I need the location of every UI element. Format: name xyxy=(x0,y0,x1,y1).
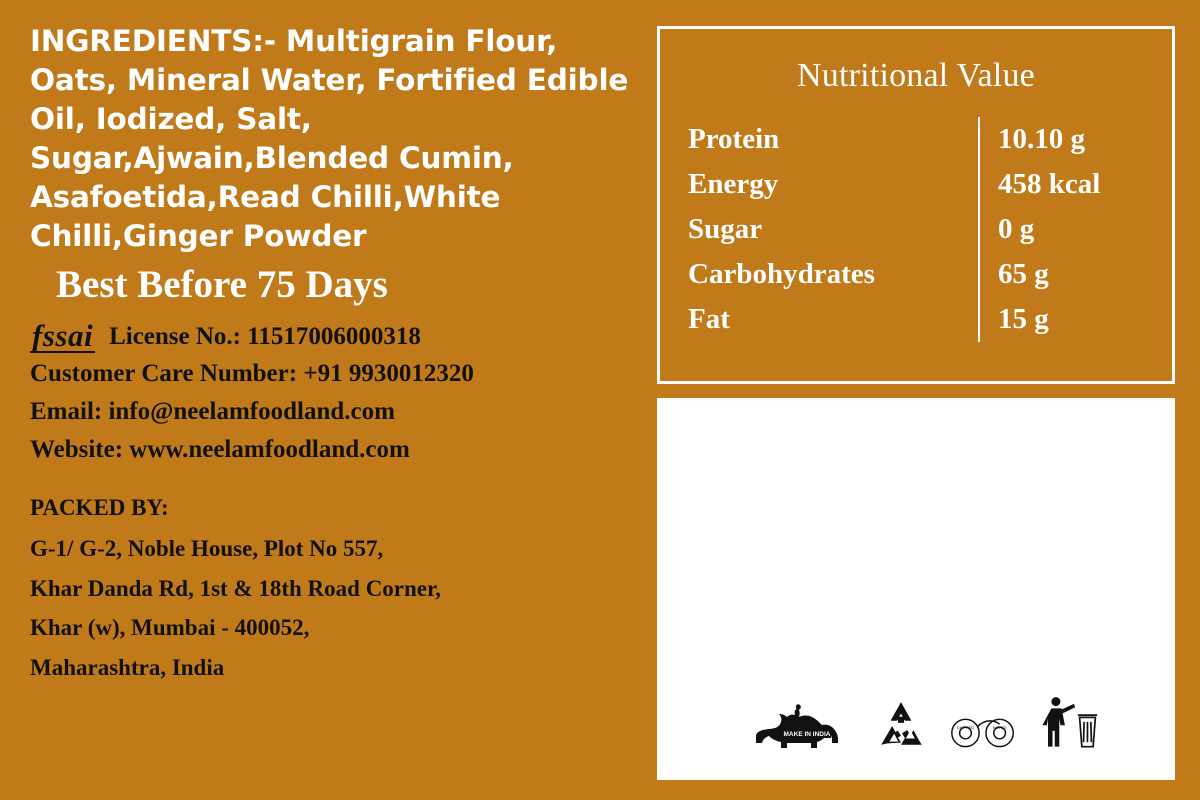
packed-by-address-line: Khar Danda Rd, 1st & 18th Road Corner, xyxy=(30,575,441,601)
vegetarian-mark-icon xyxy=(945,712,1023,752)
nutrient-value: 10.10 g xyxy=(998,123,1085,155)
nutrition-panel xyxy=(657,26,1175,384)
svg-text:NOTED: NOTED xyxy=(992,725,1007,731)
nutrient-value: 65 g xyxy=(998,257,1049,290)
svg-text:MAKE IN INDIA: MAKE IN INDIA xyxy=(783,731,831,738)
left-information-column xyxy=(30,22,640,687)
customer-care-number: Customer Care Number: +91 9930012320 xyxy=(30,359,474,387)
packed-by-title: PACKED BY: xyxy=(30,494,169,520)
dispose-in-bin-icon xyxy=(1039,694,1101,752)
email-address: Email: info@neelamfoodland.com xyxy=(30,397,395,425)
best-before-text: Best Before 75 Days xyxy=(56,262,388,306)
compliance-icon-row xyxy=(752,694,1101,752)
fssai-logo-icon: fssai xyxy=(32,317,94,353)
table-row xyxy=(688,252,1140,297)
nutrient-label: Protein xyxy=(688,117,979,162)
packed-by-address-line: Khar (w), Mumbai - 400052, xyxy=(30,615,310,641)
nutrition-title: Nutritional Value xyxy=(797,57,1035,94)
contact-block xyxy=(30,317,640,469)
nutrient-label: Fat xyxy=(688,297,979,342)
packed-by-address-line: G-1/ G-2, Noble House, Plot No 557, xyxy=(30,535,384,561)
nutrient-value: 0 g xyxy=(998,212,1035,245)
nutrient-value: 15 g xyxy=(998,302,1049,335)
packed-by-address-line: Maharashtra, India xyxy=(30,654,225,680)
fssai-row xyxy=(30,317,640,353)
fssai-license-number: License No.: 11517006000318 xyxy=(109,322,421,350)
nutrient-label: Carbohydrates xyxy=(688,252,979,297)
nutrient-label: Energy xyxy=(688,162,979,207)
svg-text:CHIPPED: CHIPPED xyxy=(956,725,975,731)
make-in-india-lion-icon xyxy=(752,704,857,752)
nutrient-label: Sugar xyxy=(688,207,979,252)
packed-by-block xyxy=(30,495,640,687)
table-row xyxy=(688,207,1140,252)
white-blank-panel xyxy=(657,398,1175,780)
website-address: Website: www.neelamfoodland.com xyxy=(30,435,410,463)
table-row xyxy=(688,117,1140,162)
table-row xyxy=(688,162,1140,207)
nutrient-value: 458 kcal xyxy=(998,167,1101,200)
ingredients-text: INGREDIENTS:- Multigrain Flour, Oats, Mineral Water, Fortified Edible Oil, Iodized, Salt, Sugar,Ajwain,Blended Cumin, Asafoetida,Read Chilli,White Chilli,Ginger Powder xyxy=(30,24,629,253)
nutrition-table xyxy=(688,117,1140,342)
table-row xyxy=(688,297,1140,342)
recycle-icon xyxy=(873,700,929,752)
